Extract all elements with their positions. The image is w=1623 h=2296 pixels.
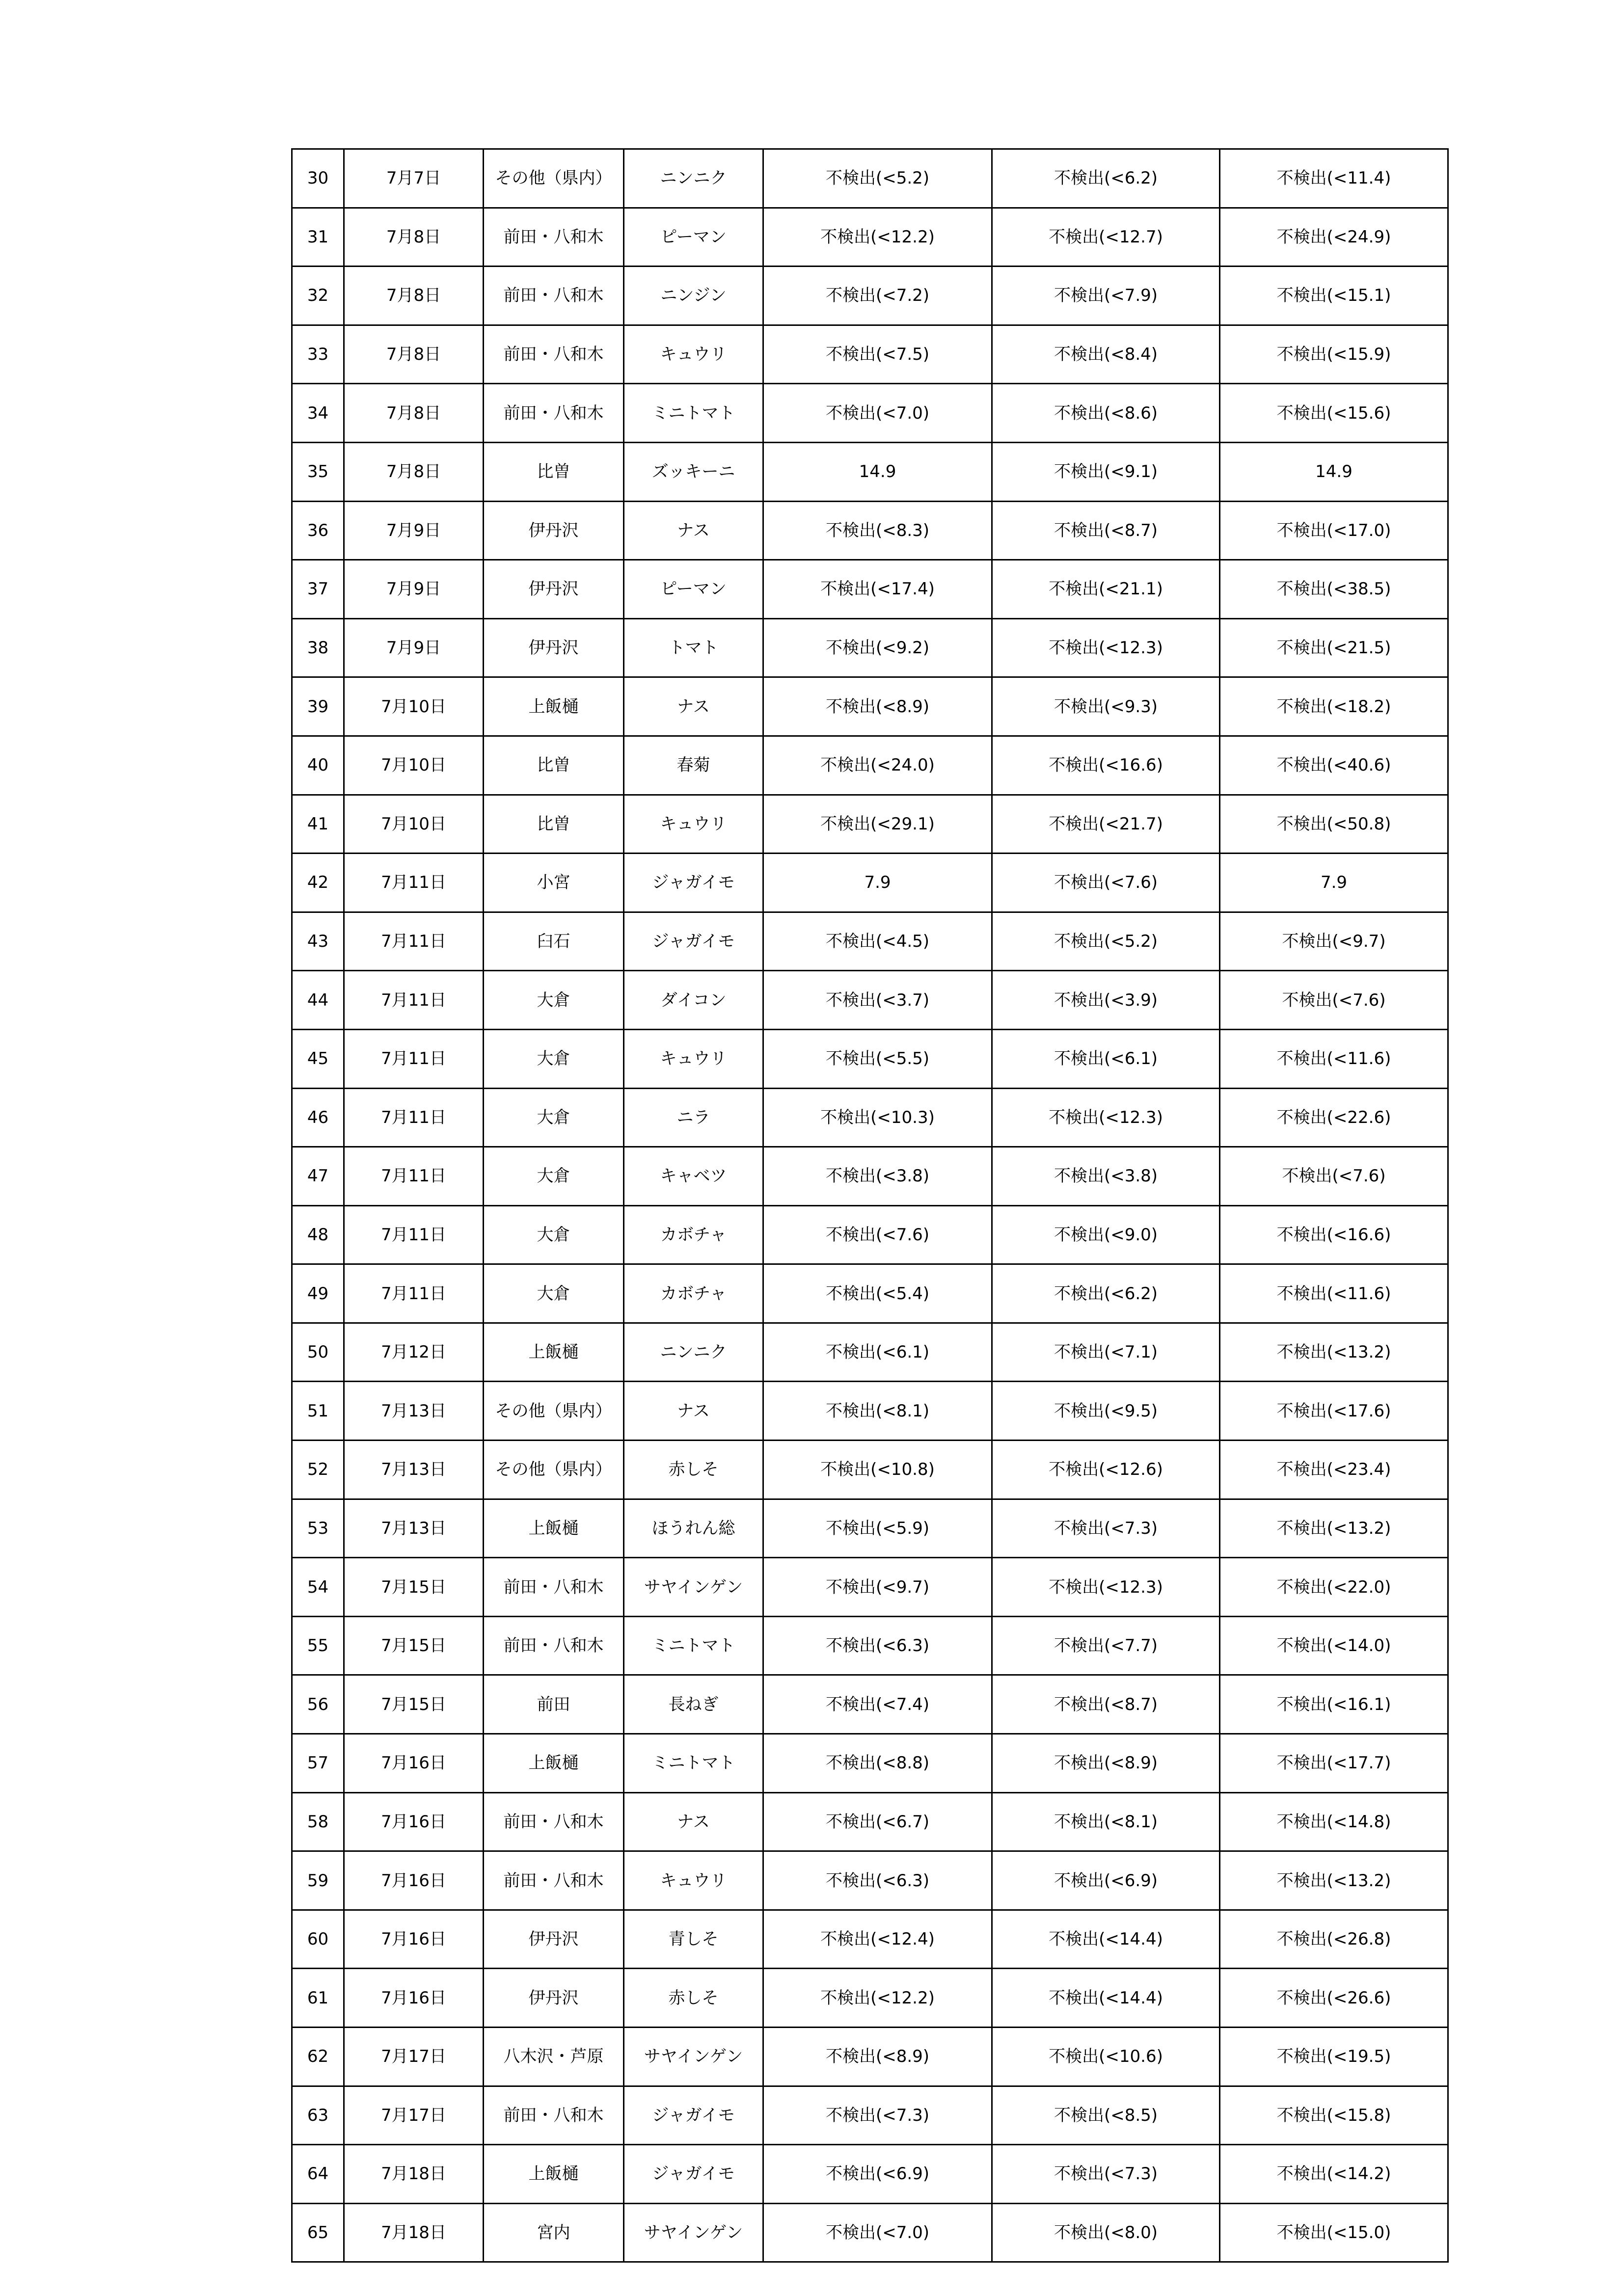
- date-cell: 7月11日: [344, 1205, 484, 1264]
- item-cell: ジャガイモ: [624, 912, 763, 971]
- value-2-cell: 不検出(<7.7): [992, 1616, 1220, 1675]
- table-row: [292, 1616, 1448, 1675]
- date-cell: 7月13日: [344, 1382, 484, 1441]
- value-1-cell: 不検出(<17.4): [763, 560, 992, 619]
- item-cell: ズッキーニ: [624, 442, 763, 501]
- value-1-cell: 不検出(<3.8): [763, 1147, 992, 1206]
- item-cell: キュウリ: [624, 795, 763, 854]
- area-cell: 伊丹沢: [484, 1910, 624, 1969]
- value-1-cell: 不検出(<7.2): [763, 267, 992, 325]
- date-cell: 7月16日: [344, 1851, 484, 1910]
- row-number-cell: 31: [292, 208, 344, 267]
- table-body: [292, 149, 1448, 2262]
- value-3-cell: 不検出(<21.5): [1220, 618, 1448, 677]
- table-row: [292, 1264, 1448, 1323]
- item-cell: ピーマン: [624, 560, 763, 619]
- value-1-cell: 不検出(<8.9): [763, 2028, 992, 2086]
- date-cell: 7月11日: [344, 912, 484, 971]
- table-row: [292, 1499, 1448, 1558]
- value-3-cell: 不検出(<15.1): [1220, 267, 1448, 325]
- area-cell: 大倉: [484, 1029, 624, 1088]
- area-cell: 大倉: [484, 1205, 624, 1264]
- area-cell: その他（県内）: [484, 1382, 624, 1441]
- value-1-cell: 不検出(<5.5): [763, 1029, 992, 1088]
- value-1-cell: 不検出(<6.3): [763, 1616, 992, 1675]
- item-cell: ニンジン: [624, 267, 763, 325]
- row-number-cell: 60: [292, 1910, 344, 1969]
- area-cell: 大倉: [484, 971, 624, 1030]
- value-2-cell: 不検出(<14.4): [992, 1910, 1220, 1969]
- area-cell: 伊丹沢: [484, 560, 624, 619]
- area-cell: 上飯樋: [484, 1734, 624, 1793]
- value-1-cell: 不検出(<10.3): [763, 1088, 992, 1147]
- date-cell: 7月8日: [344, 208, 484, 267]
- table-row: [292, 1205, 1448, 1264]
- table-row: [292, 854, 1448, 912]
- row-number-cell: 33: [292, 325, 344, 384]
- row-number-cell: 55: [292, 1616, 344, 1675]
- date-cell: 7月11日: [344, 1147, 484, 1206]
- item-cell: カボチャ: [624, 1205, 763, 1264]
- date-cell: 7月16日: [344, 1910, 484, 1969]
- value-3-cell: 不検出(<16.6): [1220, 1205, 1448, 1264]
- row-number-cell: 36: [292, 501, 344, 560]
- value-2-cell: 不検出(<9.3): [992, 677, 1220, 736]
- table-row: [292, 2086, 1448, 2145]
- item-cell: ナス: [624, 677, 763, 736]
- area-cell: 前田・八和木: [484, 384, 624, 443]
- value-1-cell: 不検出(<7.0): [763, 2203, 992, 2262]
- value-2-cell: 不検出(<12.7): [992, 208, 1220, 267]
- row-number-cell: 38: [292, 618, 344, 677]
- date-cell: 7月8日: [344, 325, 484, 384]
- value-3-cell: 不検出(<14.0): [1220, 1616, 1448, 1675]
- value-3-cell: 7.9: [1220, 854, 1448, 912]
- value-2-cell: 不検出(<8.7): [992, 1675, 1220, 1734]
- area-cell: 前田・八和木: [484, 1792, 624, 1851]
- row-number-cell: 53: [292, 1499, 344, 1558]
- date-cell: 7月12日: [344, 1323, 484, 1382]
- value-2-cell: 不検出(<3.9): [992, 971, 1220, 1030]
- value-2-cell: 不検出(<8.9): [992, 1734, 1220, 1793]
- row-number-cell: 34: [292, 384, 344, 443]
- row-number-cell: 42: [292, 854, 344, 912]
- date-cell: 7月15日: [344, 1675, 484, 1734]
- value-2-cell: 不検出(<8.1): [992, 1792, 1220, 1851]
- item-cell: ニンニク: [624, 149, 763, 208]
- value-3-cell: 不検出(<23.4): [1220, 1441, 1448, 1499]
- item-cell: ナス: [624, 1792, 763, 1851]
- value-2-cell: 不検出(<5.2): [992, 912, 1220, 971]
- value-2-cell: 不検出(<7.1): [992, 1323, 1220, 1382]
- value-3-cell: 不検出(<15.6): [1220, 384, 1448, 443]
- area-cell: 前田・八和木: [484, 325, 624, 384]
- item-cell: 赤しそ: [624, 1969, 763, 2028]
- table-row: [292, 442, 1448, 501]
- value-1-cell: 7.9: [763, 854, 992, 912]
- row-number-cell: 58: [292, 1792, 344, 1851]
- area-cell: 宮内: [484, 2203, 624, 2262]
- value-3-cell: 不検出(<15.8): [1220, 2086, 1448, 2145]
- table-row: [292, 384, 1448, 443]
- table-row: [292, 912, 1448, 971]
- value-2-cell: 不検出(<12.3): [992, 618, 1220, 677]
- value-3-cell: 不検出(<7.6): [1220, 971, 1448, 1030]
- item-cell: ナス: [624, 1382, 763, 1441]
- value-1-cell: 14.9: [763, 442, 992, 501]
- date-cell: 7月8日: [344, 442, 484, 501]
- area-cell: 伊丹沢: [484, 501, 624, 560]
- table-row: [292, 1441, 1448, 1499]
- area-cell: 上飯樋: [484, 677, 624, 736]
- date-cell: 7月13日: [344, 1499, 484, 1558]
- table-row: [292, 325, 1448, 384]
- item-cell: 青しそ: [624, 1910, 763, 1969]
- value-1-cell: 不検出(<24.0): [763, 736, 992, 795]
- item-cell: サヤインゲン: [624, 2203, 763, 2262]
- value-2-cell: 不検出(<8.0): [992, 2203, 1220, 2262]
- value-2-cell: 不検出(<7.3): [992, 2145, 1220, 2204]
- date-cell: 7月18日: [344, 2203, 484, 2262]
- date-cell: 7月18日: [344, 2145, 484, 2204]
- value-3-cell: 不検出(<9.7): [1220, 912, 1448, 971]
- area-cell: 大倉: [484, 1088, 624, 1147]
- item-cell: ピーマン: [624, 208, 763, 267]
- value-1-cell: 不検出(<7.3): [763, 2086, 992, 2145]
- date-cell: 7月11日: [344, 1264, 484, 1323]
- area-cell: 前田・八和木: [484, 1616, 624, 1675]
- value-1-cell: 不検出(<8.8): [763, 1734, 992, 1793]
- value-1-cell: 不検出(<7.4): [763, 1675, 992, 1734]
- value-3-cell: 不検出(<15.9): [1220, 325, 1448, 384]
- table-row: [292, 501, 1448, 560]
- value-2-cell: 不検出(<21.1): [992, 560, 1220, 619]
- item-cell: ダイコン: [624, 971, 763, 1030]
- value-1-cell: 不検出(<3.7): [763, 971, 992, 1030]
- area-cell: 前田・八和木: [484, 1851, 624, 1910]
- value-2-cell: 不検出(<16.6): [992, 736, 1220, 795]
- area-cell: 前田・八和木: [484, 267, 624, 325]
- row-number-cell: 35: [292, 442, 344, 501]
- item-cell: キュウリ: [624, 1029, 763, 1088]
- table-row: [292, 1147, 1448, 1206]
- area-cell: 上飯樋: [484, 2145, 624, 2204]
- value-3-cell: 不検出(<38.5): [1220, 560, 1448, 619]
- value-3-cell: 14.9: [1220, 442, 1448, 501]
- table-row: [292, 267, 1448, 325]
- area-cell: 比曽: [484, 795, 624, 854]
- value-2-cell: 不検出(<3.8): [992, 1147, 1220, 1206]
- value-2-cell: 不検出(<6.2): [992, 149, 1220, 208]
- date-cell: 7月11日: [344, 1088, 484, 1147]
- value-3-cell: 不検出(<14.2): [1220, 2145, 1448, 2204]
- date-cell: 7月10日: [344, 677, 484, 736]
- value-3-cell: 不検出(<15.0): [1220, 2203, 1448, 2262]
- value-1-cell: 不検出(<12.2): [763, 1969, 992, 2028]
- row-number-cell: 62: [292, 2028, 344, 2086]
- item-cell: ジャガイモ: [624, 2145, 763, 2204]
- table-row: [292, 1323, 1448, 1382]
- table-row: [292, 2203, 1448, 2262]
- value-3-cell: 不検出(<13.2): [1220, 1499, 1448, 1558]
- row-number-cell: 44: [292, 971, 344, 1030]
- value-1-cell: 不検出(<10.8): [763, 1441, 992, 1499]
- area-cell: 前田: [484, 1675, 624, 1734]
- row-number-cell: 32: [292, 267, 344, 325]
- row-number-cell: 56: [292, 1675, 344, 1734]
- table-row: [292, 1675, 1448, 1734]
- value-1-cell: 不検出(<7.0): [763, 384, 992, 443]
- row-number-cell: 50: [292, 1323, 344, 1382]
- area-cell: 前田・八和木: [484, 1558, 624, 1617]
- value-3-cell: 不検出(<22.6): [1220, 1088, 1448, 1147]
- date-cell: 7月13日: [344, 1441, 484, 1499]
- area-cell: 比曽: [484, 736, 624, 795]
- table-row: [292, 149, 1448, 208]
- value-3-cell: 不検出(<17.6): [1220, 1382, 1448, 1441]
- table-row: [292, 677, 1448, 736]
- area-cell: 伊丹沢: [484, 1969, 624, 2028]
- value-3-cell: 不検出(<18.2): [1220, 677, 1448, 736]
- item-cell: ナス: [624, 501, 763, 560]
- item-cell: ミニトマト: [624, 1734, 763, 1793]
- value-3-cell: 不検出(<13.2): [1220, 1323, 1448, 1382]
- value-2-cell: 不検出(<12.3): [992, 1558, 1220, 1617]
- table-row: [292, 736, 1448, 795]
- value-2-cell: 不検出(<12.6): [992, 1441, 1220, 1499]
- row-number-cell: 51: [292, 1382, 344, 1441]
- date-cell: 7月8日: [344, 267, 484, 325]
- row-number-cell: 64: [292, 2145, 344, 2204]
- value-3-cell: 不検出(<50.8): [1220, 795, 1448, 854]
- item-cell: 赤しそ: [624, 1441, 763, 1499]
- date-cell: 7月17日: [344, 2028, 484, 2086]
- date-cell: 7月11日: [344, 971, 484, 1030]
- area-cell: 伊丹沢: [484, 618, 624, 677]
- value-3-cell: 不検出(<7.6): [1220, 1147, 1448, 1206]
- date-cell: 7月10日: [344, 736, 484, 795]
- item-cell: キャベツ: [624, 1147, 763, 1206]
- area-cell: 比曽: [484, 442, 624, 501]
- item-cell: ジャガイモ: [624, 854, 763, 912]
- area-cell: 前田・八和木: [484, 2086, 624, 2145]
- table-row: [292, 971, 1448, 1030]
- table-row: [292, 1792, 1448, 1851]
- value-2-cell: 不検出(<7.6): [992, 854, 1220, 912]
- value-1-cell: 不検出(<9.2): [763, 618, 992, 677]
- value-2-cell: 不検出(<8.6): [992, 384, 1220, 443]
- value-1-cell: 不検出(<7.5): [763, 325, 992, 384]
- item-cell: サヤインゲン: [624, 2028, 763, 2086]
- item-cell: カボチャ: [624, 1264, 763, 1323]
- item-cell: ミニトマト: [624, 1616, 763, 1675]
- table-row: [292, 2028, 1448, 2086]
- row-number-cell: 41: [292, 795, 344, 854]
- table-row: [292, 2145, 1448, 2204]
- row-number-cell: 43: [292, 912, 344, 971]
- value-2-cell: 不検出(<6.2): [992, 1264, 1220, 1323]
- date-cell: 7月10日: [344, 795, 484, 854]
- value-2-cell: 不検出(<7.3): [992, 1499, 1220, 1558]
- item-cell: トマト: [624, 618, 763, 677]
- date-cell: 7月9日: [344, 618, 484, 677]
- value-3-cell: 不検出(<24.9): [1220, 208, 1448, 267]
- row-number-cell: 45: [292, 1029, 344, 1088]
- value-3-cell: 不検出(<26.8): [1220, 1910, 1448, 1969]
- table-row: [292, 560, 1448, 619]
- value-1-cell: 不検出(<8.3): [763, 501, 992, 560]
- value-3-cell: 不検出(<11.4): [1220, 149, 1448, 208]
- value-1-cell: 不検出(<4.5): [763, 912, 992, 971]
- table-row: [292, 1088, 1448, 1147]
- value-3-cell: 不検出(<19.5): [1220, 2028, 1448, 2086]
- area-cell: 大倉: [484, 1147, 624, 1206]
- value-2-cell: 不検出(<9.5): [992, 1382, 1220, 1441]
- date-cell: 7月9日: [344, 560, 484, 619]
- row-number-cell: 47: [292, 1147, 344, 1206]
- area-cell: 大倉: [484, 1264, 624, 1323]
- row-number-cell: 57: [292, 1734, 344, 1793]
- inspection-results-table: [291, 148, 1449, 2263]
- value-3-cell: 不検出(<40.6): [1220, 736, 1448, 795]
- table-row: [292, 208, 1448, 267]
- value-3-cell: 不検出(<11.6): [1220, 1264, 1448, 1323]
- row-number-cell: 40: [292, 736, 344, 795]
- value-3-cell: 不検出(<22.0): [1220, 1558, 1448, 1617]
- value-1-cell: 不検出(<29.1): [763, 795, 992, 854]
- table-row: [292, 1734, 1448, 1793]
- value-2-cell: 不検出(<6.9): [992, 1851, 1220, 1910]
- item-cell: 春菊: [624, 736, 763, 795]
- value-1-cell: 不検出(<6.3): [763, 1851, 992, 1910]
- value-3-cell: 不検出(<14.8): [1220, 1792, 1448, 1851]
- value-2-cell: 不検出(<10.6): [992, 2028, 1220, 2086]
- date-cell: 7月8日: [344, 384, 484, 443]
- value-2-cell: 不検出(<21.7): [992, 795, 1220, 854]
- area-cell: 八木沢・芦原: [484, 2028, 624, 2086]
- row-number-cell: 30: [292, 149, 344, 208]
- date-cell: 7月7日: [344, 149, 484, 208]
- table-row: [292, 1029, 1448, 1088]
- row-number-cell: 37: [292, 560, 344, 619]
- table-row: [292, 618, 1448, 677]
- value-1-cell: 不検出(<6.9): [763, 2145, 992, 2204]
- area-cell: その他（県内）: [484, 149, 624, 208]
- row-number-cell: 65: [292, 2203, 344, 2262]
- date-cell: 7月15日: [344, 1558, 484, 1617]
- area-cell: 上飯樋: [484, 1323, 624, 1382]
- row-number-cell: 63: [292, 2086, 344, 2145]
- item-cell: ニンニク: [624, 1323, 763, 1382]
- value-1-cell: 不検出(<5.9): [763, 1499, 992, 1558]
- value-1-cell: 不検出(<8.9): [763, 677, 992, 736]
- value-3-cell: 不検出(<13.2): [1220, 1851, 1448, 1910]
- table-row: [292, 1910, 1448, 1969]
- item-cell: キュウリ: [624, 325, 763, 384]
- item-cell: キュウリ: [624, 1851, 763, 1910]
- area-cell: 上飯樋: [484, 1499, 624, 1558]
- value-1-cell: 不検出(<6.1): [763, 1323, 992, 1382]
- table-row: [292, 1558, 1448, 1617]
- value-2-cell: 不検出(<9.0): [992, 1205, 1220, 1264]
- value-3-cell: 不検出(<17.7): [1220, 1734, 1448, 1793]
- date-cell: 7月17日: [344, 2086, 484, 2145]
- value-2-cell: 不検出(<14.4): [992, 1969, 1220, 2028]
- row-number-cell: 59: [292, 1851, 344, 1910]
- date-cell: 7月15日: [344, 1616, 484, 1675]
- item-cell: ミニトマト: [624, 384, 763, 443]
- table-row: [292, 1851, 1448, 1910]
- area-cell: 前田・八和木: [484, 208, 624, 267]
- table-row: [292, 1382, 1448, 1441]
- item-cell: ジャガイモ: [624, 2086, 763, 2145]
- item-cell: ほうれん総: [624, 1499, 763, 1558]
- date-cell: 7月16日: [344, 1734, 484, 1793]
- value-1-cell: 不検出(<9.7): [763, 1558, 992, 1617]
- value-3-cell: 不検出(<17.0): [1220, 501, 1448, 560]
- value-2-cell: 不検出(<8.7): [992, 501, 1220, 560]
- item-cell: ニラ: [624, 1088, 763, 1147]
- date-cell: 7月11日: [344, 854, 484, 912]
- value-1-cell: 不検出(<5.4): [763, 1264, 992, 1323]
- value-1-cell: 不検出(<12.2): [763, 208, 992, 267]
- area-cell: 臼石: [484, 912, 624, 971]
- value-3-cell: 不検出(<16.1): [1220, 1675, 1448, 1734]
- value-3-cell: 不検出(<26.6): [1220, 1969, 1448, 2028]
- table-row: [292, 1969, 1448, 2028]
- date-cell: 7月11日: [344, 1029, 484, 1088]
- value-2-cell: 不検出(<8.4): [992, 325, 1220, 384]
- row-number-cell: 52: [292, 1441, 344, 1499]
- date-cell: 7月9日: [344, 501, 484, 560]
- value-3-cell: 不検出(<11.6): [1220, 1029, 1448, 1088]
- value-2-cell: 不検出(<8.5): [992, 2086, 1220, 2145]
- value-1-cell: 不検出(<7.6): [763, 1205, 992, 1264]
- table-row: [292, 795, 1448, 854]
- value-1-cell: 不検出(<5.2): [763, 149, 992, 208]
- value-1-cell: 不検出(<6.7): [763, 1792, 992, 1851]
- row-number-cell: 49: [292, 1264, 344, 1323]
- value-2-cell: 不検出(<7.9): [992, 267, 1220, 325]
- area-cell: その他（県内）: [484, 1441, 624, 1499]
- value-1-cell: 不検出(<12.4): [763, 1910, 992, 1969]
- row-number-cell: 39: [292, 677, 344, 736]
- area-cell: 小宮: [484, 854, 624, 912]
- item-cell: サヤインゲン: [624, 1558, 763, 1617]
- row-number-cell: 54: [292, 1558, 344, 1617]
- value-2-cell: 不検出(<12.3): [992, 1088, 1220, 1147]
- value-1-cell: 不検出(<8.1): [763, 1382, 992, 1441]
- item-cell: 長ねぎ: [624, 1675, 763, 1734]
- date-cell: 7月16日: [344, 1969, 484, 2028]
- row-number-cell: 61: [292, 1969, 344, 2028]
- value-2-cell: 不検出(<6.1): [992, 1029, 1220, 1088]
- date-cell: 7月16日: [344, 1792, 484, 1851]
- value-2-cell: 不検出(<9.1): [992, 442, 1220, 501]
- row-number-cell: 46: [292, 1088, 344, 1147]
- row-number-cell: 48: [292, 1205, 344, 1264]
